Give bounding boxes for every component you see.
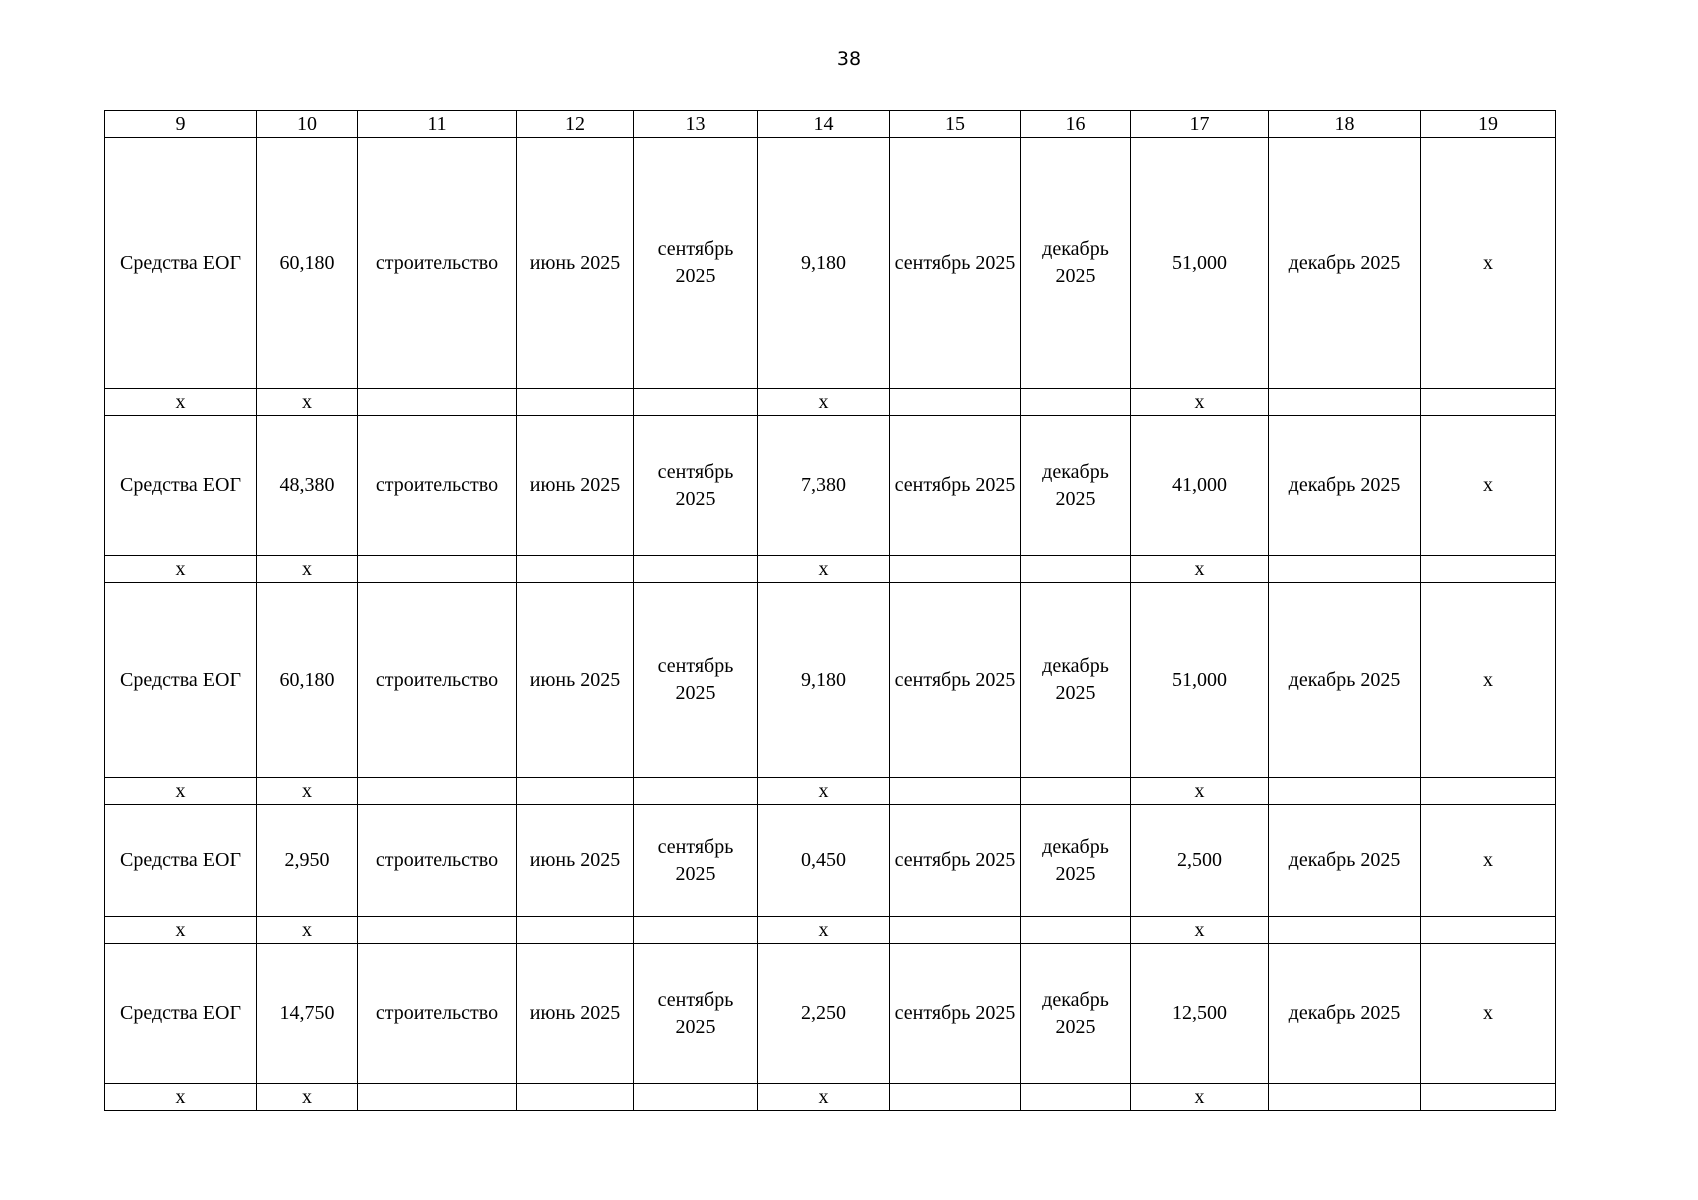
mark-cell: x — [758, 389, 890, 416]
end-date-cell: декабрь 2025 — [1021, 583, 1131, 778]
mark-cell: x — [1421, 583, 1556, 778]
mark-cell: x — [758, 778, 890, 805]
column-header: 11 — [358, 111, 517, 138]
mark-cell: x — [1421, 416, 1556, 556]
finish-date-cell: декабрь 2025 — [1269, 583, 1421, 778]
empty-cell — [517, 1084, 634, 1111]
start-date-cell: июнь 2025 — [517, 944, 634, 1084]
mark-cell: x — [105, 389, 257, 416]
empty-cell — [890, 556, 1021, 583]
end-date-cell: декабрь 2025 — [1021, 805, 1131, 917]
table-subrow — [105, 778, 1556, 805]
amount-cell: 60,180 — [257, 583, 358, 778]
start-date-cell: сентябрь 2025 — [890, 805, 1021, 917]
amount-cell: 2,950 — [257, 805, 358, 917]
amount-cell: 51,000 — [1131, 583, 1269, 778]
empty-cell — [1421, 917, 1556, 944]
empty-cell — [358, 556, 517, 583]
table-subrow — [105, 389, 1556, 416]
amount-cell: 14,750 — [257, 944, 358, 1084]
end-date-cell: сентябрь 2025 — [634, 416, 758, 556]
mark-cell: x — [257, 778, 358, 805]
empty-cell — [517, 556, 634, 583]
table-row — [105, 583, 1556, 778]
mark-cell: x — [1131, 556, 1269, 583]
table-subrow — [105, 556, 1556, 583]
end-date-cell: сентябрь 2025 — [634, 944, 758, 1084]
start-date-cell: июнь 2025 — [517, 805, 634, 917]
empty-cell — [1269, 1084, 1421, 1111]
empty-cell — [1021, 389, 1131, 416]
amount-cell: 9,180 — [758, 138, 890, 389]
funding-source-cell: Средства ЕОГ — [105, 138, 257, 389]
empty-cell — [1269, 389, 1421, 416]
end-date-cell: декабрь 2025 — [1021, 138, 1131, 389]
mark-cell: x — [1131, 917, 1269, 944]
column-header: 18 — [1269, 111, 1421, 138]
funding-source-cell: Средства ЕОГ — [105, 805, 257, 917]
empty-cell — [1269, 556, 1421, 583]
mark-cell: x — [105, 1084, 257, 1111]
funding-source-cell: Средства ЕОГ — [105, 944, 257, 1084]
work-type-cell: строительство — [358, 944, 517, 1084]
amount-cell: 0,450 — [758, 805, 890, 917]
start-date-cell: сентябрь 2025 — [890, 583, 1021, 778]
table-row — [105, 138, 1556, 389]
column-header: 16 — [1021, 111, 1131, 138]
table-subrow — [105, 917, 1556, 944]
empty-cell — [358, 1084, 517, 1111]
empty-cell — [1269, 917, 1421, 944]
empty-cell — [634, 1084, 758, 1111]
table-subrow — [105, 1084, 1556, 1111]
mark-cell: x — [1131, 389, 1269, 416]
column-header: 17 — [1131, 111, 1269, 138]
funding-source-cell: Средства ЕОГ — [105, 416, 257, 556]
mark-cell: x — [1421, 944, 1556, 1084]
mark-cell: x — [758, 556, 890, 583]
empty-cell — [890, 1084, 1021, 1111]
empty-cell — [1421, 778, 1556, 805]
start-date-cell: сентябрь 2025 — [890, 416, 1021, 556]
amount-cell: 48,380 — [257, 416, 358, 556]
mark-cell: x — [257, 389, 358, 416]
empty-cell — [358, 917, 517, 944]
start-date-cell: июнь 2025 — [517, 416, 634, 556]
empty-cell — [1421, 556, 1556, 583]
amount-cell: 41,000 — [1131, 416, 1269, 556]
empty-cell — [1421, 389, 1556, 416]
start-date-cell: сентябрь 2025 — [890, 944, 1021, 1084]
end-date-cell: декабрь 2025 — [1021, 416, 1131, 556]
mark-cell: x — [1421, 138, 1556, 389]
table-row — [105, 805, 1556, 917]
amount-cell: 7,380 — [758, 416, 890, 556]
end-date-cell: декабрь 2025 — [1021, 944, 1131, 1084]
column-header: 12 — [517, 111, 634, 138]
data-table — [104, 110, 1556, 1111]
empty-cell — [634, 917, 758, 944]
empty-cell — [1421, 1084, 1556, 1111]
work-type-cell: строительство — [358, 805, 517, 917]
empty-cell — [517, 389, 634, 416]
mark-cell: x — [1131, 778, 1269, 805]
amount-cell: 51,000 — [1131, 138, 1269, 389]
mark-cell: x — [257, 917, 358, 944]
empty-cell — [517, 778, 634, 805]
finish-date-cell: декабрь 2025 — [1269, 416, 1421, 556]
table-row — [105, 944, 1556, 1084]
funding-source-cell: Средства ЕОГ — [105, 583, 257, 778]
finish-date-cell: декабрь 2025 — [1269, 944, 1421, 1084]
amount-cell: 60,180 — [257, 138, 358, 389]
work-type-cell: строительство — [358, 416, 517, 556]
empty-cell — [1021, 1084, 1131, 1111]
finish-date-cell: декабрь 2025 — [1269, 138, 1421, 389]
end-date-cell: сентябрь 2025 — [634, 138, 758, 389]
mark-cell: x — [758, 1084, 890, 1111]
mark-cell: x — [105, 556, 257, 583]
empty-cell — [1269, 778, 1421, 805]
column-header: 14 — [758, 111, 890, 138]
mark-cell: x — [105, 917, 257, 944]
work-type-cell: строительство — [358, 138, 517, 389]
column-header: 9 — [105, 111, 257, 138]
end-date-cell: сентябрь 2025 — [634, 583, 758, 778]
table-row — [105, 416, 1556, 556]
column-header: 15 — [890, 111, 1021, 138]
empty-cell — [358, 389, 517, 416]
empty-cell — [634, 389, 758, 416]
empty-cell — [634, 778, 758, 805]
amount-cell: 9,180 — [758, 583, 890, 778]
empty-cell — [1021, 556, 1131, 583]
finish-date-cell: декабрь 2025 — [1269, 805, 1421, 917]
amount-cell: 2,250 — [758, 944, 890, 1084]
empty-cell — [1021, 778, 1131, 805]
empty-cell — [634, 556, 758, 583]
column-header: 10 — [257, 111, 358, 138]
header-row — [105, 111, 1556, 138]
mark-cell: x — [1131, 1084, 1269, 1111]
column-header: 19 — [1421, 111, 1556, 138]
column-header: 13 — [634, 111, 758, 138]
mark-cell: x — [758, 917, 890, 944]
empty-cell — [358, 778, 517, 805]
end-date-cell: сентябрь 2025 — [634, 805, 758, 917]
start-date-cell: июнь 2025 — [517, 583, 634, 778]
mark-cell: x — [257, 556, 358, 583]
amount-cell: 12,500 — [1131, 944, 1269, 1084]
start-date-cell: июнь 2025 — [517, 138, 634, 389]
mark-cell: x — [105, 778, 257, 805]
empty-cell — [517, 917, 634, 944]
empty-cell — [890, 917, 1021, 944]
start-date-cell: сентябрь 2025 — [890, 138, 1021, 389]
mark-cell: x — [257, 1084, 358, 1111]
empty-cell — [1021, 917, 1131, 944]
empty-cell — [890, 389, 1021, 416]
empty-cell — [890, 778, 1021, 805]
mark-cell: x — [1421, 805, 1556, 917]
work-type-cell: строительство — [358, 583, 517, 778]
page-number: 38 — [836, 48, 862, 70]
amount-cell: 2,500 — [1131, 805, 1269, 917]
